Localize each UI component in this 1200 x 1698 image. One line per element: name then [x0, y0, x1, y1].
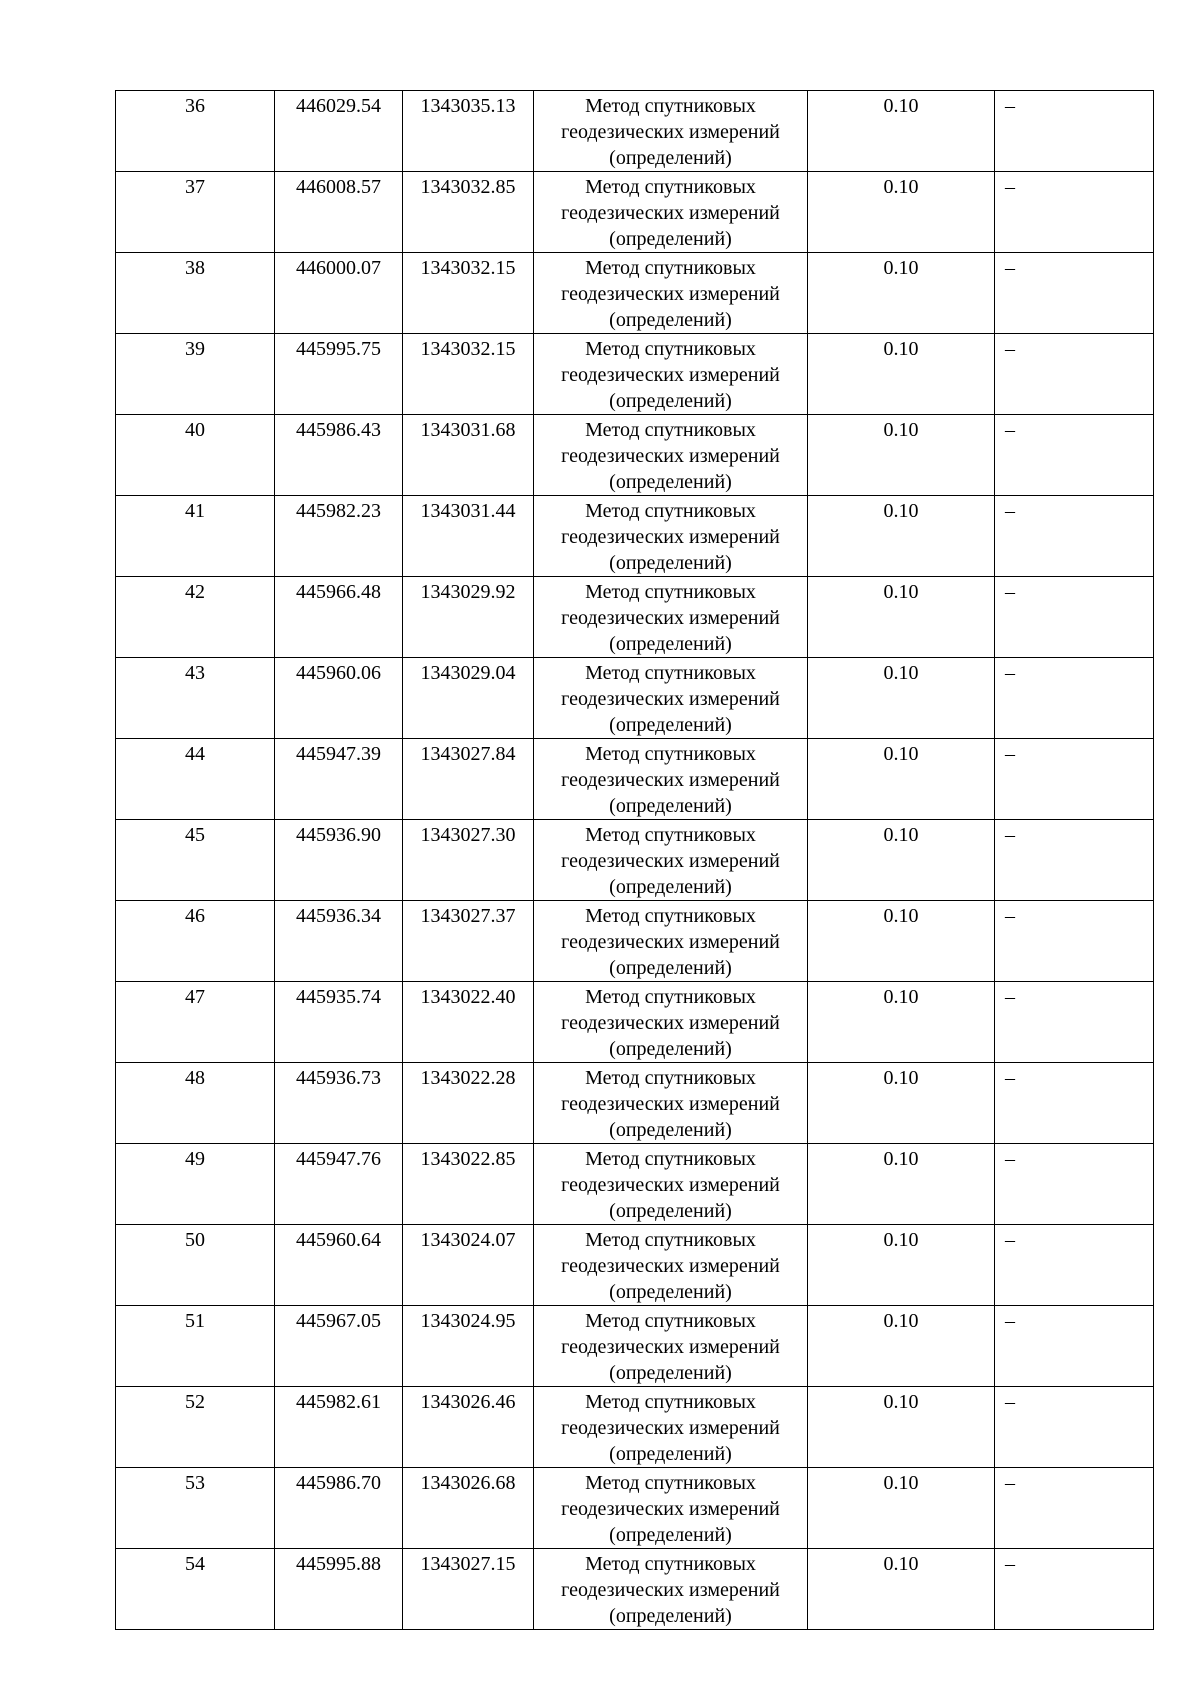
point-number-cell: 47: [116, 982, 275, 1063]
table-row: [116, 1225, 1154, 1306]
table-row: [116, 91, 1154, 172]
accuracy-cell: 0.10: [808, 658, 995, 739]
y-coordinate-cell: 1343027.15: [403, 1549, 534, 1630]
table-row: [116, 739, 1154, 820]
accuracy-cell: 0.10: [808, 253, 995, 334]
table-row: [116, 1063, 1154, 1144]
point-number-cell: 48: [116, 1063, 275, 1144]
y-coordinate-cell: 1343031.68: [403, 415, 534, 496]
y-coordinate-cell: 1343032.15: [403, 253, 534, 334]
accuracy-cell: 0.10: [808, 820, 995, 901]
x-coordinate-cell: 446000.07: [275, 253, 403, 334]
accuracy-cell: 0.10: [808, 91, 995, 172]
table-row: [116, 1468, 1154, 1549]
x-coordinate-cell: 445936.73: [275, 1063, 403, 1144]
y-coordinate-cell: 1343029.92: [403, 577, 534, 658]
description-cell: –: [995, 982, 1154, 1063]
x-coordinate-cell: 445967.05: [275, 1306, 403, 1387]
table-row: [116, 1144, 1154, 1225]
description-cell: –: [995, 1549, 1154, 1630]
method-cell: [534, 1468, 808, 1549]
description-cell: –: [995, 901, 1154, 982]
x-coordinate-cell: 445936.34: [275, 901, 403, 982]
description-cell: –: [995, 1468, 1154, 1549]
accuracy-cell: 0.10: [808, 1387, 995, 1468]
description-cell: –: [995, 253, 1154, 334]
method-cell: [534, 496, 808, 577]
description-cell: –: [995, 820, 1154, 901]
x-coordinate-cell: 445947.76: [275, 1144, 403, 1225]
x-coordinate-cell: 445982.23: [275, 496, 403, 577]
point-number-cell: 37: [116, 172, 275, 253]
x-coordinate-cell: 445947.39: [275, 739, 403, 820]
method-text: Метод спутниковых геодезических измерений (определений): [561, 986, 780, 1060]
method-text: Метод спутниковых геодезических измерений (определений): [561, 905, 780, 979]
table-row: [116, 172, 1154, 253]
point-number-cell: 45: [116, 820, 275, 901]
table-row: [116, 577, 1154, 658]
method-text: Метод спутниковых геодезических измерений (определений): [561, 1553, 780, 1627]
y-coordinate-cell: 1343032.15: [403, 334, 534, 415]
point-number-cell: 41: [116, 496, 275, 577]
point-number-cell: 43: [116, 658, 275, 739]
method-cell: [534, 1225, 808, 1306]
method-cell: [534, 91, 808, 172]
table-row: [116, 982, 1154, 1063]
table-row: [116, 253, 1154, 334]
x-coordinate-cell: 445966.48: [275, 577, 403, 658]
x-coordinate-cell: 445960.64: [275, 1225, 403, 1306]
point-number-cell: 46: [116, 901, 275, 982]
method-cell: [534, 739, 808, 820]
point-number-cell: 36: [116, 91, 275, 172]
method-text: Метод спутниковых геодезических измерений (определений): [561, 1310, 780, 1384]
accuracy-cell: 0.10: [808, 1306, 995, 1387]
method-text: Метод спутниковых геодезических измерений (определений): [561, 338, 780, 412]
y-coordinate-cell: 1343022.28: [403, 1063, 534, 1144]
accuracy-cell: 0.10: [808, 1144, 995, 1225]
accuracy-cell: 0.10: [808, 1063, 995, 1144]
description-cell: –: [995, 334, 1154, 415]
method-cell: [534, 1549, 808, 1630]
method-cell: [534, 658, 808, 739]
y-coordinate-cell: 1343024.07: [403, 1225, 534, 1306]
method-text: Метод спутниковых геодезических измерений (определений): [561, 257, 780, 331]
method-text: Метод спутниковых геодезических измерений (определений): [561, 581, 780, 655]
point-number-cell: 39: [116, 334, 275, 415]
y-coordinate-cell: 1343026.46: [403, 1387, 534, 1468]
accuracy-cell: 0.10: [808, 982, 995, 1063]
point-number-cell: 50: [116, 1225, 275, 1306]
point-number-cell: 54: [116, 1549, 275, 1630]
description-cell: –: [995, 1063, 1154, 1144]
x-coordinate-cell: 446008.57: [275, 172, 403, 253]
point-number-cell: 40: [116, 415, 275, 496]
accuracy-cell: 0.10: [808, 1225, 995, 1306]
method-text: Метод спутниковых геодезических измерений (определений): [561, 95, 780, 169]
point-number-cell: 53: [116, 1468, 275, 1549]
accuracy-cell: 0.10: [808, 1468, 995, 1549]
x-coordinate-cell: 445960.06: [275, 658, 403, 739]
method-cell: [534, 577, 808, 658]
description-cell: –: [995, 577, 1154, 658]
y-coordinate-cell: 1343027.30: [403, 820, 534, 901]
y-coordinate-cell: 1343029.04: [403, 658, 534, 739]
table-row: [116, 1549, 1154, 1630]
description-cell: –: [995, 1387, 1154, 1468]
method-cell: [534, 1144, 808, 1225]
method-cell: [534, 1387, 808, 1468]
description-cell: –: [995, 496, 1154, 577]
point-number-cell: 49: [116, 1144, 275, 1225]
y-coordinate-cell: 1343027.37: [403, 901, 534, 982]
method-cell: [534, 172, 808, 253]
table-row: [116, 820, 1154, 901]
method-text: Метод спутниковых геодезических измерений (определений): [561, 1472, 780, 1546]
accuracy-cell: 0.10: [808, 496, 995, 577]
y-coordinate-cell: 1343022.40: [403, 982, 534, 1063]
method-text: Метод спутниковых геодезических измерений (определений): [561, 419, 780, 493]
description-cell: –: [995, 1306, 1154, 1387]
x-coordinate-cell: 445986.70: [275, 1468, 403, 1549]
point-number-cell: 51: [116, 1306, 275, 1387]
method-cell: [534, 901, 808, 982]
method-cell: [534, 982, 808, 1063]
y-coordinate-cell: 1343032.85: [403, 172, 534, 253]
y-coordinate-cell: 1343031.44: [403, 496, 534, 577]
table-row: [116, 1306, 1154, 1387]
point-number-cell: 42: [116, 577, 275, 658]
description-cell: –: [995, 739, 1154, 820]
accuracy-cell: 0.10: [808, 901, 995, 982]
x-coordinate-cell: 445986.43: [275, 415, 403, 496]
point-number-cell: 44: [116, 739, 275, 820]
description-cell: –: [995, 1225, 1154, 1306]
accuracy-cell: 0.10: [808, 577, 995, 658]
y-coordinate-cell: 1343027.84: [403, 739, 534, 820]
y-coordinate-cell: 1343035.13: [403, 91, 534, 172]
accuracy-cell: 0.10: [808, 172, 995, 253]
table-row: [116, 658, 1154, 739]
table-row: [116, 1387, 1154, 1468]
point-number-cell: 38: [116, 253, 275, 334]
table-row: [116, 901, 1154, 982]
method-cell: [534, 253, 808, 334]
method-cell: [534, 334, 808, 415]
description-cell: –: [995, 415, 1154, 496]
y-coordinate-cell: 1343026.68: [403, 1468, 534, 1549]
method-text: Метод спутниковых геодезических измерений (определений): [561, 1391, 780, 1465]
x-coordinate-cell: 446029.54: [275, 91, 403, 172]
x-coordinate-cell: 445995.88: [275, 1549, 403, 1630]
method-text: Метод спутниковых геодезических измерений (определений): [561, 176, 780, 250]
x-coordinate-cell: 445936.90: [275, 820, 403, 901]
description-cell: –: [995, 172, 1154, 253]
y-coordinate-cell: 1343022.85: [403, 1144, 534, 1225]
method-text: Метод спутниковых геодезических измерений (определений): [561, 500, 780, 574]
table-row: [116, 415, 1154, 496]
description-cell: –: [995, 658, 1154, 739]
table-row: [116, 334, 1154, 415]
method-text: Метод спутниковых геодезических измерений (определений): [561, 1067, 780, 1141]
x-coordinate-cell: 445935.74: [275, 982, 403, 1063]
y-coordinate-cell: 1343024.95: [403, 1306, 534, 1387]
x-coordinate-cell: 445982.61: [275, 1387, 403, 1468]
description-cell: –: [995, 91, 1154, 172]
method-text: Метод спутниковых геодезических измерений (определений): [561, 824, 780, 898]
table-body: [116, 91, 1154, 1630]
accuracy-cell: 0.10: [808, 334, 995, 415]
method-cell: [534, 820, 808, 901]
accuracy-cell: 0.10: [808, 415, 995, 496]
accuracy-cell: 0.10: [808, 739, 995, 820]
description-cell: –: [995, 1144, 1154, 1225]
method-text: Метод спутниковых геодезических измерений (определений): [561, 1229, 780, 1303]
method-cell: [534, 415, 808, 496]
method-text: Метод спутниковых геодезических измерений (определений): [561, 662, 780, 736]
coordinates-table: [115, 90, 1154, 1630]
x-coordinate-cell: 445995.75: [275, 334, 403, 415]
method-cell: [534, 1306, 808, 1387]
point-number-cell: 52: [116, 1387, 275, 1468]
method-text: Метод спутниковых геодезических измерений (определений): [561, 743, 780, 817]
table-row: [116, 496, 1154, 577]
method-text: Метод спутниковых геодезических измерений (определений): [561, 1148, 780, 1222]
method-cell: [534, 1063, 808, 1144]
accuracy-cell: 0.10: [808, 1549, 995, 1630]
